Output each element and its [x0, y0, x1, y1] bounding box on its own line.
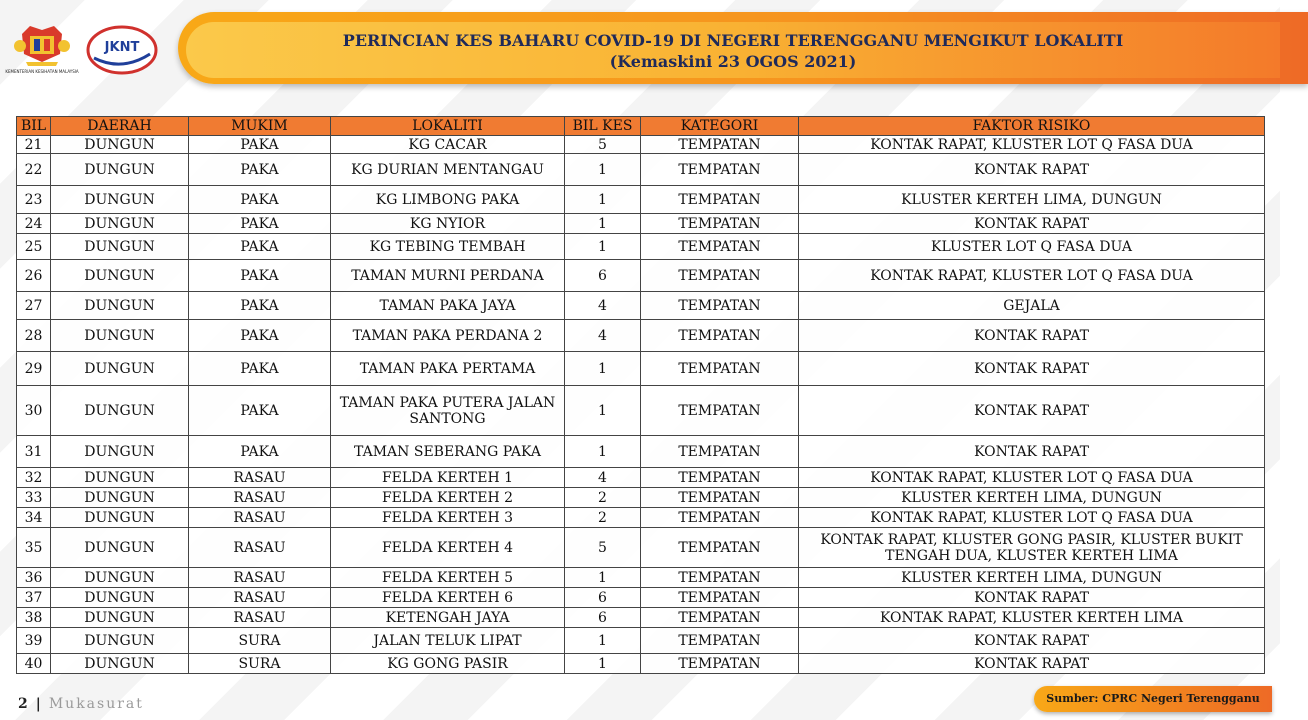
cell-lokaliti: TAMAN PAKA PERTAMA — [331, 352, 565, 386]
cell-daerah: DUNGUN — [51, 260, 189, 292]
cell-kategori: TEMPATAN — [641, 386, 799, 436]
kkm-logo-text: KEMENTERIAN KESIHATAN MALAYSIA — [5, 69, 79, 74]
cell-mukim: PAKA — [189, 234, 331, 260]
slide-header — [0, 0, 1280, 110]
cases-table — [16, 116, 1265, 674]
cell-bil-kes: 1 — [565, 386, 641, 436]
title-line-1: PERINCIAN KES BAHARU COVID-19 DI NEGERI TERENGGANU MENGIKUT LOKALITI — [342, 31, 1124, 50]
cell-mukim: RASAU — [189, 468, 331, 488]
cell-lokaliti: JALAN TELUK LIPAT — [331, 628, 565, 654]
cell-lokaliti: KG NYIOR — [331, 214, 565, 234]
table-row — [17, 186, 1265, 214]
cell-daerah: DUNGUN — [51, 214, 189, 234]
cell-bil-kes: 1 — [565, 568, 641, 588]
cell-faktor-risiko: GEJALA — [799, 292, 1265, 320]
cell-lokaliti: KETENGAH JAYA — [331, 608, 565, 628]
table-row — [17, 214, 1265, 234]
cell-bil-kes: 1 — [565, 436, 641, 468]
cell-faktor-risiko: KONTAK RAPAT, KLUSTER LOT Q FASA DUA — [799, 468, 1265, 488]
cell-kategori: TEMPATAN — [641, 292, 799, 320]
title-line-2: (Kemaskini 23 OGOS 2021) — [609, 52, 857, 71]
cell-daerah: DUNGUN — [51, 136, 189, 154]
cell-mukim: PAKA — [189, 320, 331, 352]
source-tag: Sumber: CPRC Negeri Terengganu — [1034, 686, 1272, 712]
table-row — [17, 568, 1265, 588]
column-header-daerah: DAERAH — [51, 117, 189, 136]
cell-faktor-risiko: KLUSTER KERTEH LIMA, DUNGUN — [799, 568, 1265, 588]
cell-bil: 32 — [17, 468, 51, 488]
cell-mukim: PAKA — [189, 260, 331, 292]
cell-bil-kes: 4 — [565, 292, 641, 320]
cell-daerah: DUNGUN — [51, 320, 189, 352]
table-header-row — [17, 117, 1265, 136]
cell-bil: 40 — [17, 654, 51, 674]
cell-faktor-risiko: KLUSTER LOT Q FASA DUA — [799, 234, 1265, 260]
cell-mukim: RASAU — [189, 528, 331, 568]
table-row — [17, 608, 1265, 628]
cell-mukim: RASAU — [189, 568, 331, 588]
cell-bil: 35 — [17, 528, 51, 568]
table-row — [17, 436, 1265, 468]
cell-kategori: TEMPATAN — [641, 234, 799, 260]
cell-bil: 29 — [17, 352, 51, 386]
cell-lokaliti: KG CACAR — [331, 136, 565, 154]
table-row — [17, 352, 1265, 386]
cell-bil: 39 — [17, 628, 51, 654]
table-row — [17, 654, 1265, 674]
column-header-mukim: MUKIM — [189, 117, 331, 136]
cell-bil: 26 — [17, 260, 51, 292]
cell-faktor-risiko: KONTAK RAPAT — [799, 654, 1265, 674]
cell-faktor-risiko: KONTAK RAPAT, KLUSTER GONG PASIR, KLUSTER BUKIT TENGAH DUA, KLUSTER KERTEH LIMA — [799, 528, 1265, 568]
column-header-kategori: KATEGORI — [641, 117, 799, 136]
cell-bil-kes: 1 — [565, 654, 641, 674]
column-header-lokaliti: LOKALITI — [331, 117, 565, 136]
cell-daerah: DUNGUN — [51, 468, 189, 488]
cell-lokaliti: FELDA KERTEH 2 — [331, 488, 565, 508]
cell-bil: 21 — [17, 136, 51, 154]
cell-daerah: DUNGUN — [51, 488, 189, 508]
page-label: Mukasurat — [48, 696, 144, 712]
column-header-faktor-risiko: FAKTOR RISIKO — [799, 117, 1265, 136]
cell-faktor-risiko: KONTAK RAPAT — [799, 320, 1265, 352]
cell-daerah: DUNGUN — [51, 386, 189, 436]
cell-bil: 37 — [17, 588, 51, 608]
table-row — [17, 386, 1265, 436]
cell-lokaliti: TAMAN SEBERANG PAKA — [331, 436, 565, 468]
cell-bil: 22 — [17, 154, 51, 186]
cell-mukim: SURA — [189, 654, 331, 674]
cell-kategori: TEMPATAN — [641, 488, 799, 508]
table-row — [17, 488, 1265, 508]
cell-bil: 30 — [17, 386, 51, 436]
cell-faktor-risiko: KONTAK RAPAT, KLUSTER KERTEH LIMA — [799, 608, 1265, 628]
cell-kategori: TEMPATAN — [641, 320, 799, 352]
column-header-bil: BIL — [17, 117, 51, 136]
cell-mukim: SURA — [189, 628, 331, 654]
cell-faktor-risiko: KONTAK RAPAT — [799, 386, 1265, 436]
cell-mukim: RASAU — [189, 488, 331, 508]
cell-mukim: RASAU — [189, 608, 331, 628]
cell-daerah: DUNGUN — [51, 436, 189, 468]
cell-bil-kes: 5 — [565, 528, 641, 568]
cell-mukim: PAKA — [189, 214, 331, 234]
cell-bil: 24 — [17, 214, 51, 234]
table-row — [17, 588, 1265, 608]
cell-bil-kes: 1 — [565, 628, 641, 654]
cell-bil-kes: 1 — [565, 186, 641, 214]
table-row — [17, 320, 1265, 352]
cell-bil: 33 — [17, 488, 51, 508]
cell-lokaliti: FELDA KERTEH 6 — [331, 588, 565, 608]
cell-faktor-risiko: KONTAK RAPAT — [799, 628, 1265, 654]
cell-daerah: DUNGUN — [51, 508, 189, 528]
cell-lokaliti: TAMAN PAKA JAYA — [331, 292, 565, 320]
cell-bil-kes: 1 — [565, 154, 641, 186]
cell-faktor-risiko: KONTAK RAPAT, KLUSTER LOT Q FASA DUA — [799, 508, 1265, 528]
cell-lokaliti: FELDA KERTEH 5 — [331, 568, 565, 588]
cell-lokaliti: TAMAN PAKA PERDANA 2 — [331, 320, 565, 352]
cell-daerah: DUNGUN — [51, 528, 189, 568]
cell-faktor-risiko: KONTAK RAPAT, KLUSTER LOT Q FASA DUA — [799, 260, 1265, 292]
cell-lokaliti: FELDA KERTEH 1 — [331, 468, 565, 488]
cell-mukim: PAKA — [189, 154, 331, 186]
table-row — [17, 468, 1265, 488]
cell-mukim: RASAU — [189, 508, 331, 528]
footer-separator: | — [35, 696, 41, 712]
cell-lokaliti: FELDA KERTEH 4 — [331, 528, 565, 568]
cell-kategori: TEMPATAN — [641, 608, 799, 628]
cell-bil: 36 — [17, 568, 51, 588]
cell-bil-kes: 6 — [565, 588, 641, 608]
cell-daerah: DUNGUN — [51, 292, 189, 320]
cell-mukim: PAKA — [189, 386, 331, 436]
cell-kategori: TEMPATAN — [641, 214, 799, 234]
cell-bil: 34 — [17, 508, 51, 528]
cell-bil-kes: 6 — [565, 260, 641, 292]
cell-lokaliti: TAMAN MURNI PERDANA — [331, 260, 565, 292]
cell-bil: 23 — [17, 186, 51, 214]
cell-kategori: TEMPATAN — [641, 528, 799, 568]
cell-daerah: DUNGUN — [51, 154, 189, 186]
table-row — [17, 628, 1265, 654]
cell-bil-kes: 4 — [565, 320, 641, 352]
cell-kategori: TEMPATAN — [641, 568, 799, 588]
cell-kategori: TEMPATAN — [641, 508, 799, 528]
cell-lokaliti: KG DURIAN MENTANGAU — [331, 154, 565, 186]
cell-faktor-risiko: KONTAK RAPAT — [799, 352, 1265, 386]
cell-bil-kes: 6 — [565, 608, 641, 628]
cell-mukim: PAKA — [189, 352, 331, 386]
table-row — [17, 508, 1265, 528]
kkm-crest-logo — [5, 20, 79, 82]
cell-bil-kes: 1 — [565, 352, 641, 386]
cell-daerah: DUNGUN — [51, 234, 189, 260]
column-header-bil-kes: BIL KES — [565, 117, 641, 136]
cell-kategori: TEMPATAN — [641, 468, 799, 488]
cell-faktor-risiko: KONTAK RAPAT — [799, 588, 1265, 608]
cell-bil-kes: 5 — [565, 136, 641, 154]
cell-faktor-risiko: KLUSTER KERTEH LIMA, DUNGUN — [799, 186, 1265, 214]
cell-faktor-risiko: KONTAK RAPAT — [799, 154, 1265, 186]
cell-lokaliti: FELDA KERTEH 3 — [331, 508, 565, 528]
cell-daerah: DUNGUN — [51, 186, 189, 214]
cell-kategori: TEMPATAN — [641, 628, 799, 654]
jknt-logo-text: JKNT — [104, 40, 140, 55]
cell-kategori: TEMPATAN — [641, 260, 799, 292]
cell-bil-kes: 1 — [565, 214, 641, 234]
cell-lokaliti: KG GONG PASIR — [331, 654, 565, 674]
cell-faktor-risiko: KLUSTER KERTEH LIMA, DUNGUN — [799, 488, 1265, 508]
cell-bil: 31 — [17, 436, 51, 468]
table-row — [17, 136, 1265, 154]
cell-daerah: DUNGUN — [51, 654, 189, 674]
table-row — [17, 154, 1265, 186]
cell-daerah: DUNGUN — [51, 352, 189, 386]
cell-bil-kes: 2 — [565, 488, 641, 508]
cell-kategori: TEMPATAN — [641, 436, 799, 468]
cell-bil-kes: 4 — [565, 468, 641, 488]
cell-mukim: PAKA — [189, 136, 331, 154]
cell-kategori: TEMPATAN — [641, 136, 799, 154]
table-row — [17, 260, 1265, 292]
cell-bil: 25 — [17, 234, 51, 260]
cell-kategori: TEMPATAN — [641, 186, 799, 214]
cell-daerah: DUNGUN — [51, 588, 189, 608]
cell-daerah: DUNGUN — [51, 608, 189, 628]
page-footer — [18, 696, 144, 712]
cell-bil: 38 — [17, 608, 51, 628]
cell-bil-kes: 2 — [565, 508, 641, 528]
cell-daerah: DUNGUN — [51, 628, 189, 654]
cell-kategori: TEMPATAN — [641, 654, 799, 674]
cell-mukim: PAKA — [189, 436, 331, 468]
cell-lokaliti: KG TEBING TEMBAH — [331, 234, 565, 260]
cell-lokaliti: TAMAN PAKA PUTERA JALAN SANTONG — [331, 386, 565, 436]
cell-kategori: TEMPATAN — [641, 154, 799, 186]
page-title — [186, 30, 1280, 72]
cell-kategori: TEMPATAN — [641, 352, 799, 386]
jknt-logo — [84, 24, 160, 76]
cell-bil-kes: 1 — [565, 234, 641, 260]
cell-faktor-risiko: KONTAK RAPAT, KLUSTER LOT Q FASA DUA — [799, 136, 1265, 154]
cell-lokaliti: KG LIMBONG PAKA — [331, 186, 565, 214]
table-row — [17, 292, 1265, 320]
table-row — [17, 528, 1265, 568]
page-number: 2 — [18, 696, 28, 712]
table-row — [17, 234, 1265, 260]
cell-bil: 28 — [17, 320, 51, 352]
cell-daerah: DUNGUN — [51, 568, 189, 588]
cell-mukim: PAKA — [189, 292, 331, 320]
cell-faktor-risiko: KONTAK RAPAT — [799, 214, 1265, 234]
cell-mukim: PAKA — [189, 186, 331, 214]
cell-kategori: TEMPATAN — [641, 588, 799, 608]
cell-mukim: RASAU — [189, 588, 331, 608]
cell-bil: 27 — [17, 292, 51, 320]
cell-faktor-risiko: KONTAK RAPAT — [799, 436, 1265, 468]
